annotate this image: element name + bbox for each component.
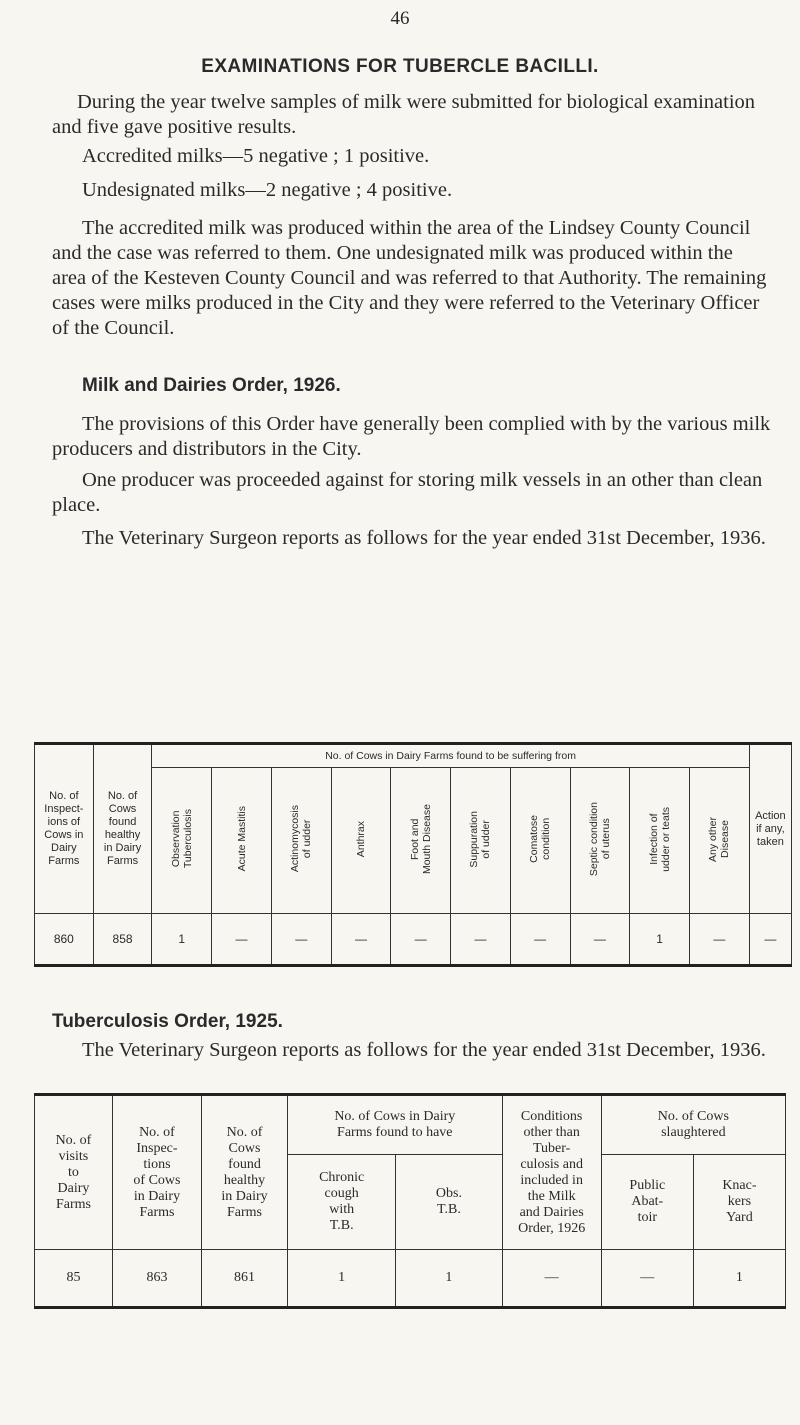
cell-comatose: — (510, 914, 570, 966)
cell-acute-mastitis: — (212, 914, 272, 966)
cell-conditions: — (502, 1250, 601, 1308)
cell-suppuration: — (451, 914, 511, 966)
accredited-line: Accredited milks—5 negative ; 1 positive. (82, 145, 430, 167)
header-inspections-2: No. of Inspec- tions of Cows in Dairy Farms (112, 1095, 201, 1250)
cell-healthy-2: 861 (201, 1250, 287, 1308)
header-septic: Septic condition of uterus (587, 801, 612, 877)
section-heading-milk-dairies: Milk and Dairies Order, 1926. (82, 375, 341, 396)
header-anthrax: Anthrax (354, 820, 367, 858)
header-public-abattoir: Public Abat- toir (601, 1155, 693, 1250)
header-suffering-group: No. of Cows in Dairy Farms found to be suffering from (152, 744, 749, 768)
header-conditions: Conditions other than Tuber- culosis and included in the Milk and Dairies Order, 1926 (502, 1095, 601, 1250)
cell-action: — (749, 914, 791, 966)
page-title: EXAMINATIONS FOR TUBERCLE BACILLI. (201, 56, 599, 77)
cell-visits: 85 (35, 1250, 113, 1308)
header-healthy-2: No. of Cows found healthy in Dairy Farms (201, 1095, 287, 1250)
header-chronic-cough: Chronic cough with T.B. (288, 1155, 396, 1250)
header-action: Action if any, taken (749, 744, 791, 914)
header-observation-tb: Observation Tuberculosis (169, 809, 194, 869)
dairy-inspection-table (34, 742, 792, 967)
vet-report-paragraph-2: The Veterinary Surgeon reports as follows for the year ended 31st December, 1936. (82, 1039, 766, 1061)
cell-foot-mouth: — (391, 914, 451, 966)
tuberculosis-order-table (34, 1093, 786, 1309)
undesignated-line: Undesignated milks—2 negative ; 4 positive. (82, 179, 453, 201)
intro-paragraph: During the year twelve samples of milk were submitted for biological examination and five gave positive results. (52, 91, 756, 138)
vet-report-paragraph-1: The Veterinary Surgeon reports as follows for the year ended 31st December, 1936. (82, 527, 766, 549)
header-infection-udder: Infection of udder or teats (647, 806, 672, 872)
header-foot-mouth: Foot and Mouth Disease (408, 803, 433, 875)
page-number: 46 (390, 8, 410, 29)
header-acute-mastitis: Acute Mastitis (235, 806, 248, 872)
provisions-paragraph: The provisions of this Order have generally been complied with by the various milk producers and distributors in the City. (52, 413, 771, 460)
section-heading-tuberculosis-order: Tuberculosis Order, 1925. (52, 1011, 283, 1032)
cell-actinomycosis: — (271, 914, 331, 966)
header-obs-tb: Obs. T.B. (396, 1155, 502, 1250)
cell-chronic-cough: 1 (288, 1250, 396, 1308)
header-slaughtered-group: No. of Cows slaughtered (601, 1095, 785, 1155)
cell-public-abattoir: — (601, 1250, 693, 1308)
header-knackers-yard: Knac- kers Yard (693, 1155, 785, 1250)
referral-paragraph: The accredited milk was produced within the area of the Lindsey County Council and the case was referred to them. One undesignated milk was produced within the area of the Kesteven County Council and was referred to that Authority. The remaining cases were milks produced in the City and they were referred to the Veterinary Officer of the Council. (52, 217, 767, 339)
header-visits: No. of visits to Dairy Farms (35, 1095, 113, 1250)
cell-inspections-2: 863 (112, 1250, 201, 1308)
producer-paragraph: One producer was proceeded against for storing milk vessels in an other than clean place. (52, 469, 763, 516)
cell-knackers-yard: 1 (693, 1250, 785, 1308)
cell-obs-tb: 1 (396, 1250, 502, 1308)
header-comatose: Comatose condition (528, 815, 553, 863)
header-healthy: No. of Cows found healthy in Dairy Farms (93, 744, 152, 914)
cell-septic: — (570, 914, 630, 966)
header-actinomycosis: Actinomycosis of udder (289, 805, 314, 873)
header-inspections: No. of Inspect- ions of Cows in Dairy Farms (35, 744, 94, 914)
cell-inspections: 860 (35, 914, 94, 966)
cell-infection-udder: 1 (630, 914, 690, 966)
cell-healthy: 858 (93, 914, 152, 966)
cell-anthrax: — (331, 914, 391, 966)
table-row (35, 1250, 786, 1308)
cell-observation-tb: 1 (152, 914, 212, 966)
cell-any-other: — (690, 914, 750, 966)
header-found-to-have-group: No. of Cows in Dairy Farms found to have (288, 1095, 503, 1155)
header-any-other: Any other Disease (707, 816, 732, 862)
table-row (35, 914, 792, 966)
header-suppuration: Suppuration of udder (468, 810, 493, 868)
